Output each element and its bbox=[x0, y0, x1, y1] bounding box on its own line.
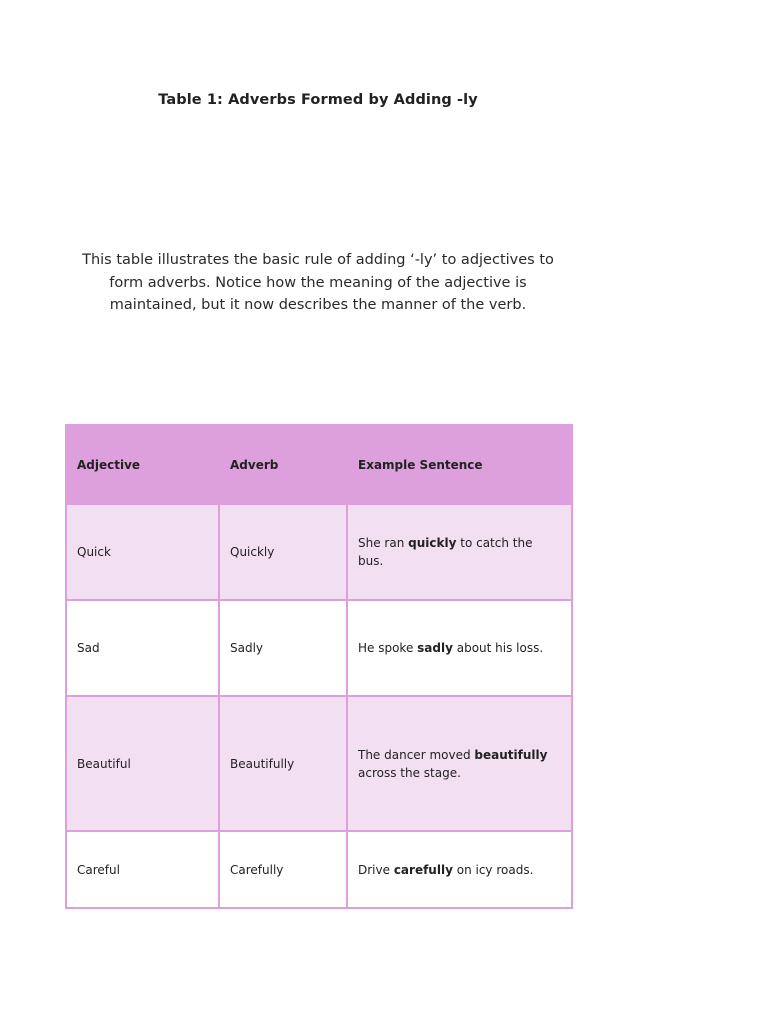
sentence-text: She ran bbox=[358, 536, 409, 550]
table-row bbox=[66, 504, 572, 600]
table-row bbox=[66, 696, 572, 831]
cell-example-sentence bbox=[347, 696, 572, 831]
sentence-text: Drive bbox=[358, 862, 394, 877]
sentence-adverb-bold: carefully bbox=[393, 862, 453, 877]
table-row bbox=[66, 831, 572, 908]
cell-example-sentence bbox=[347, 504, 572, 600]
header-adjective: Adjective bbox=[66, 425, 219, 504]
sentence-text: about his loss. bbox=[452, 641, 544, 655]
cell-adjective: Quick bbox=[66, 504, 219, 600]
cell-adverb: Quickly bbox=[219, 504, 347, 600]
table-header-row bbox=[66, 425, 572, 504]
table-title: Table 1: Adverbs Formed by Adding -ly bbox=[158, 92, 478, 108]
cell-adjective: Careful bbox=[66, 831, 219, 908]
sentence-adverb-bold: quickly bbox=[408, 536, 457, 550]
cell-adjective: Beautiful bbox=[66, 696, 219, 831]
header-adverb: Adverb bbox=[219, 425, 347, 504]
sentence-adverb-bold: beautifully bbox=[474, 747, 548, 762]
cell-adverb: Beautifully bbox=[219, 696, 347, 831]
sentence-text: across the stage. bbox=[358, 765, 461, 780]
adverbs-table bbox=[65, 424, 573, 909]
cell-example-sentence bbox=[347, 600, 572, 696]
table-description: This table illustrates the basic rule of adding ‘-ly’ to adjectives to form adverbs. Notice how the meaning of the adjective is maintained, but it now describes the manner of the verb. bbox=[82, 252, 554, 313]
sentence-text: on icy roads. bbox=[452, 862, 534, 877]
sentence-text: He spoke bbox=[358, 641, 418, 655]
table-row bbox=[66, 600, 572, 696]
cell-adverb: Sadly bbox=[219, 600, 347, 696]
sentence-text: The dancer moved bbox=[358, 747, 475, 762]
cell-example-sentence bbox=[347, 831, 572, 908]
sentence-adverb-bold: sadly bbox=[417, 641, 453, 655]
cell-adverb: Carefully bbox=[219, 831, 347, 908]
header-example-sentence: Example Sentence bbox=[347, 425, 572, 504]
sentence-text: to catch the bus. bbox=[358, 536, 533, 568]
cell-adjective: Sad bbox=[66, 600, 219, 696]
